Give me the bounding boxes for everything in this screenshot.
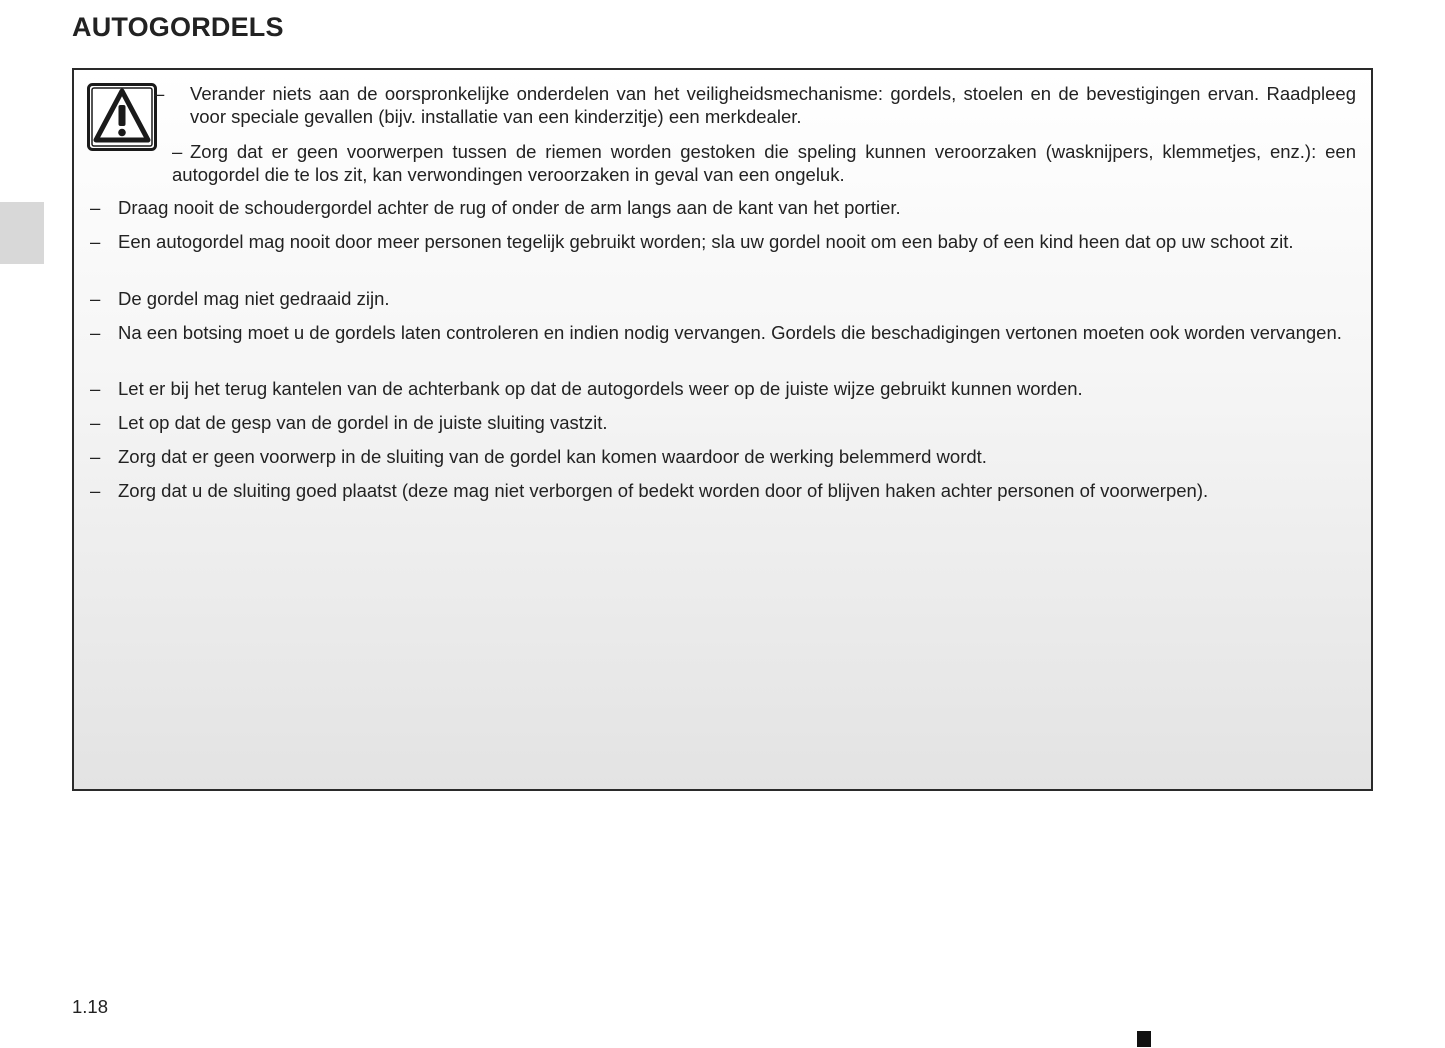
warning-intro-text: Zorg dat er geen voorwerpen tussen de riemen worden gestoken die speling kunnen veroorzaken (wasknijpers, klemmetjes, enz.): een autogordel die te los zit, kan verwondingen veroorzaken in geval van een ongeluk. — [172, 141, 1356, 185]
list-item — [90, 445, 1356, 468]
list-dash: – — [90, 197, 101, 218]
list-item — [90, 230, 1356, 253]
section-tab-marker — [0, 202, 44, 264]
list-dash: – — [90, 412, 101, 433]
list-item-text: Draag nooit de schoudergordel achter de rug of onder de arm langs aan de kant van het portier. — [118, 197, 901, 218]
list-dash: – — [154, 83, 165, 104]
page-number: 1.18 — [72, 996, 109, 1017]
list-dash: – — [90, 288, 101, 309]
list-item-text: Let op dat de gesp van de gordel in de juiste sluiting vastzit. — [118, 412, 608, 433]
list-dash: – — [90, 322, 101, 343]
warning-triangle-icon — [87, 83, 157, 151]
end-of-section-marker — [1137, 1031, 1151, 1047]
list-item — [90, 479, 1356, 502]
list-item — [90, 196, 1356, 219]
list-item-text: Let er bij het terug kantelen van de achterbank op dat de autogordels weer op de juiste wijze gebruikt kunnen worden. — [118, 378, 1083, 399]
warning-box — [72, 68, 1373, 791]
list-dash: – — [172, 141, 183, 162]
list-dash: – — [90, 378, 101, 399]
list-dash: – — [90, 231, 101, 252]
list-item — [90, 321, 1356, 344]
list-item — [90, 377, 1356, 400]
warning-intro-text: Verander niets aan de oorspronkelijke onderdelen van het veiligheidsmechanisme: gordels, stoelen en de bevestigingen ervan. Raadpleeg voor speciale gevallen (bijv. installatie van een kinderzitje) een merkdealer. — [190, 83, 1356, 127]
list-item-text: Zorg dat er geen voorwerp in de sluiting van de gordel kan komen waardoor de werking belemmerd wordt. — [118, 446, 987, 467]
warning-intro-item — [172, 140, 1356, 186]
list-item-text: De gordel mag niet gedraaid zijn. — [118, 288, 390, 309]
list-item-text: Een autogordel mag nooit door meer personen tegelijk gebruikt worden; sla uw gordel nooit om een baby of een kind heen dat op uw schoot zit. — [118, 231, 1294, 252]
list-dash: – — [90, 446, 101, 467]
list-dash: – — [90, 480, 101, 501]
list-item — [90, 411, 1356, 434]
list-item-text: Na een botsing moet u de gordels laten controleren en indien nodig vervangen. Gordels die beschadigingen vertonen moeten ook worden vervangen. — [118, 322, 1342, 343]
list-item-text: Zorg dat u de sluiting goed plaatst (deze mag niet verborgen of bedekt worden door of blijven haken achter personen of voorwerpen). — [118, 480, 1209, 501]
warning-intro-item — [154, 82, 1356, 128]
list-item — [90, 287, 1356, 310]
page-title: AUTOGORDELS — [72, 12, 284, 42]
